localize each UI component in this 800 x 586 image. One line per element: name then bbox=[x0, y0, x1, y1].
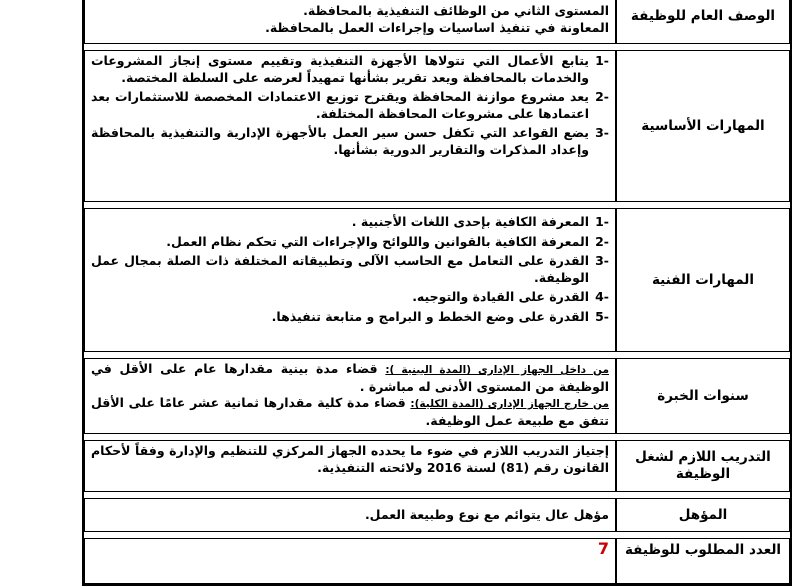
content-basic-skills bbox=[84, 50, 616, 202]
label-basic-skills: المهارات الأساسية bbox=[616, 50, 790, 202]
general-line-2: المعاونة في تنفيذ اساسيات وإجراءات العمل بالمحافظة. bbox=[265, 19, 609, 35]
experience-inside-text: قضاء مدة بينية مقدارها عام على الأقل في الوظيفة من المستوى الأدنى له مباشرة . bbox=[91, 361, 609, 394]
content-technical-skills bbox=[84, 208, 616, 352]
row-technical-skills bbox=[84, 208, 790, 352]
row-basic-skills bbox=[84, 50, 790, 202]
label-required-count: العدد المطلوب للوظيفة bbox=[616, 538, 790, 584]
general-line-1: المستوى الثاني من الوظائف التنفيذية بالمحافظة. bbox=[303, 3, 609, 18]
required-count-value: 7 bbox=[597, 539, 609, 558]
row-qualification bbox=[84, 498, 790, 532]
list-item: -5 القدرة على وضع الخطط و البرامج و متابعة تنفيذها. bbox=[271, 308, 609, 324]
experience-outside-title: من خارج الجهاز الإدارى (المدة الكلية): bbox=[410, 398, 609, 410]
basic-skills-list bbox=[91, 53, 609, 158]
label-technical-skills: المهارات الفنية bbox=[616, 208, 790, 352]
row-general-description bbox=[84, 0, 790, 44]
content-training: إجتياز التدريب اللازم في ضوء ما يحدده الجهاز المركزي للتنظيم والإدارة وفقاً لأحكام القانون رقم (81) لسنة 2016 ولائحته التنفيذية. bbox=[84, 440, 616, 492]
experience-inside bbox=[91, 361, 609, 395]
list-item: -4 القدرة على القيادة والتوجيه. bbox=[412, 289, 609, 304]
content-general-description bbox=[84, 0, 616, 44]
list-item: -2 المعرفة الكافية بالقوانين واللوائح والإجراءات التي تحكم نظام العمل. bbox=[166, 233, 609, 249]
content-qualification: مؤهل عال يتوائم مع نوع وطبيعة العمل. bbox=[84, 498, 616, 532]
row-required-count bbox=[84, 538, 790, 584]
experience-outside bbox=[91, 395, 609, 429]
content-experience bbox=[84, 358, 616, 434]
list-item: -3 يضع القواعد التي تكفل حسن سير العمل بالأجهزة الإدارية والتنفيذية بالمحافظة وإعداد المذكرات والتقارير الدورية بشأنها. bbox=[91, 125, 609, 157]
experience-outside-text: قضاء مدة كلية مقدارها ثمانية عشر عامًا على الأقل تتفق مع طبيعة عمل الوظيفة. bbox=[91, 395, 609, 428]
job-description-sheet bbox=[82, 0, 792, 586]
job-table bbox=[82, 0, 792, 586]
list-item: -3 القدرة على التعامل مع الحاسب الآلى وتطبيقاته المختلفة ذات الصلة بمجال عمل الوظيفة. bbox=[91, 253, 609, 285]
technical-skills-list bbox=[91, 214, 609, 325]
label-experience: سنوات الخبرة bbox=[616, 358, 790, 434]
list-item: -1 المعرفة الكافية بإحدى اللغات الأجنبية . bbox=[351, 214, 609, 229]
label-qualification: المؤهل bbox=[616, 498, 790, 532]
list-item: -2 يعد مشروع موازنة المحافظة ويقترح توزيع الاعتمادات المخصصة للاستثمارات بعد اعتمادها على مشروعات المحافظة المختلفة. bbox=[91, 89, 609, 121]
experience-inside-title: من داخل الجهاز الإدارى (المدة البينية ): bbox=[385, 364, 609, 376]
label-training: التدريب اللازم لشغل الوظيفة bbox=[616, 440, 790, 492]
label-general-description: الوصف العام للوظيفة bbox=[616, 0, 790, 44]
content-required-count bbox=[84, 538, 616, 584]
list-item: -1 يتابع الأعمال التي تتولاها الأجهزة التنفيذية وتقييم مستوى إنجاز المشروعات والخدمات بالمحافظة ويعد تقرير بشأنها تمهيداً لعرضه على السلطة المختصة. bbox=[91, 53, 609, 85]
row-training bbox=[84, 440, 790, 492]
row-experience bbox=[84, 358, 790, 434]
